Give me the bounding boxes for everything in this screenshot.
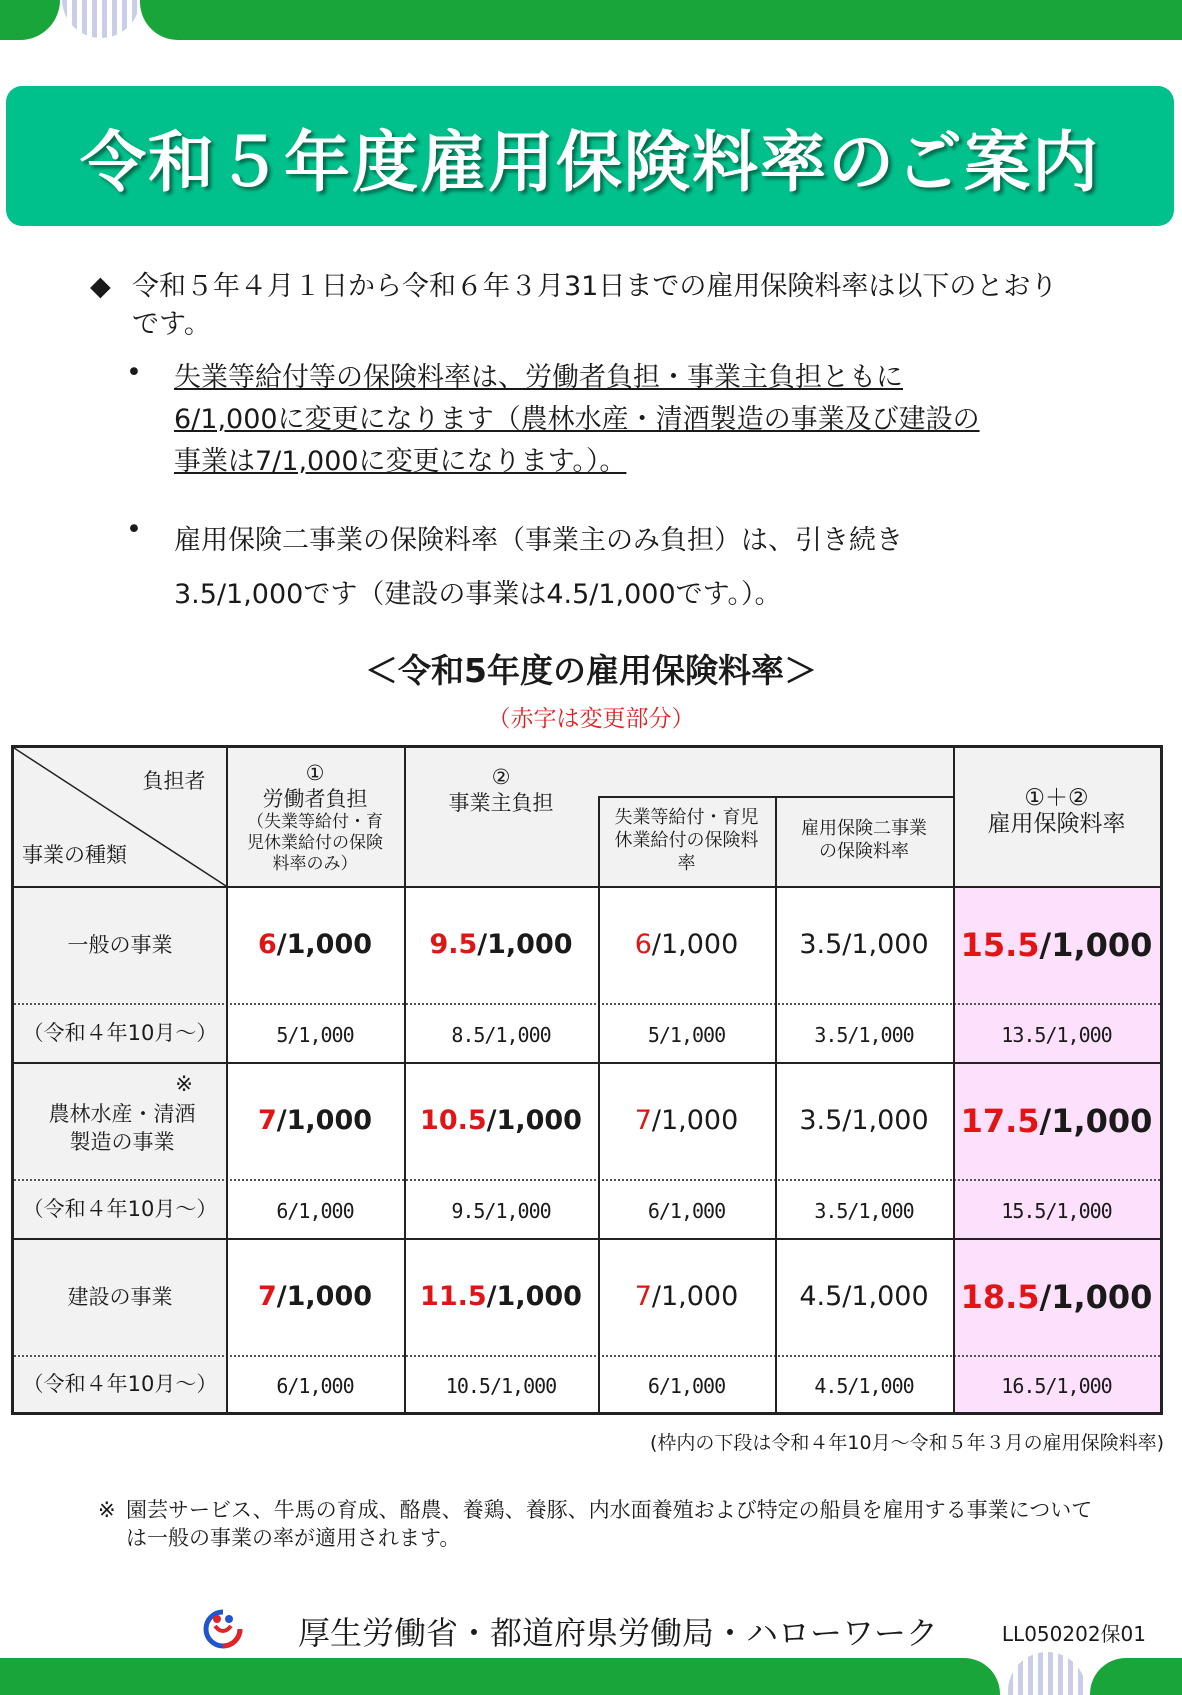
employer-two-projects-rate: 4.5/1,000 [799,1281,929,1312]
previous-worker-rate: 6/1,000 [276,1373,354,1398]
header-employer-num: ② [491,765,511,789]
employer-benefits-rate: 6 /1,000 [634,929,739,960]
previous-period-label: （令和４年10月～） [22,1020,218,1045]
header-payer: 負担者 [142,769,206,793]
footnote-mark: ※ [98,1498,116,1522]
intro-text: 令和５年４月１日から令和６年３月31日までの雇用保険料率は以下のとおりです。 [132,271,1058,340]
diamond-bullet-icon: ◆ [90,271,111,302]
previous-employer-rate: 10.5/1,000 [445,1373,557,1398]
previous-total-rate: 15.5/1,000 [1001,1198,1112,1223]
striped-circle-decor [1008,1652,1086,1695]
total-rate: 17.5 /1,000 [960,1101,1153,1140]
previous-employer-two-projects-rate: 3.5/1,000 [814,1198,914,1223]
previous-employer-two-projects-rate: 3.5/1,000 [814,1022,914,1047]
previous-worker-rate: 5/1,000 [276,1022,354,1047]
employer-two-projects-rate: 3.5/1,000 [799,1105,929,1136]
header-total-title: 雇用保険料率 [987,811,1126,837]
header-worker [226,760,404,880]
employer-two-projects-rate: 3.5/1,000 [799,929,929,960]
bullet-text: 失業等給付等の保険料率は、労働者負担・事業主負担ともに6/1,000に変更になります（農林水産・清酒製造の事業及び建設の事業は7/1,000に変更になります。）。 [174,362,980,477]
header-worker-title: 労働者負担 [262,787,368,811]
employer-benefits-rate: 7 /1,000 [634,1105,739,1136]
previous-employer-two-projects-rate: 4.5/1,000 [814,1373,914,1398]
worker-rate: 7 /1,000 [257,1105,373,1136]
previous-period-label: （令和４年10月～） [22,1371,218,1396]
footnote-mark: ※ [175,1072,193,1096]
header-employer-title: 事業主負担 [448,791,554,815]
previous-employer-benefits-rate: 6/1,000 [647,1373,726,1398]
header-total [953,776,1160,846]
previous-period-label: （令和４年10月～） [22,1196,218,1221]
footnote [98,1496,1098,1552]
row-label: 一般の事業 [67,932,173,957]
mhlw-logo-icon [200,1606,246,1652]
striped-circle-decor [62,0,140,38]
footnote-text: 園芸サービス、牛馬の育成、酪農、養鶏、養豚、内水面養殖および特定の船員を雇用する事業については一般の事業の率が適用されます。 [126,1498,1093,1550]
row-label: 農林水産・清酒製造の事業 [48,1102,196,1154]
table-note: (枠内の下段は令和４年10月～令和５年３月の雇用保険料率) [649,1432,1164,1454]
row-label: 建設の事業 [67,1284,173,1309]
header-employer-benefits: 失業等給付・育児休業給付の保険料率 [614,806,759,874]
employer-subheader-divider [598,796,953,798]
header-worker-num: ① [305,761,325,785]
total-rate: 18.5 /1,000 [960,1277,1153,1316]
footer [200,1604,1160,1654]
worker-rate: 6 /1,000 [257,929,373,960]
rate-table [11,745,1163,1415]
employer-rate: 11.5 /1,000 [420,1281,582,1312]
bottom-decor-bar [0,1658,1000,1695]
employer-benefits-rate: 7 /1,000 [634,1281,739,1312]
top-decor-bar [140,0,1182,40]
employer-rate: 10.5 /1,000 [420,1105,582,1136]
header-employer-two-projects: 雇用保険二事業の保険料率 [801,818,927,862]
bullet-item [126,357,986,483]
bullet-dot-icon: • [126,514,142,545]
bullet-dot-icon: • [126,357,142,388]
header-employer [404,762,598,818]
intro-paragraph [90,268,1080,344]
title-banner [6,86,1174,226]
bullet-item [126,514,986,622]
bullet-text: 雇用保険二事業の保険料率（事業主のみ負担）は、引き続き3.5/1,000です（建設の事業は4.5/1,000です。）。 [174,525,903,610]
previous-worker-rate: 6/1,000 [276,1198,354,1223]
worker-rate: 7 /1,000 [257,1281,373,1312]
header-business-type: 事業の種類 [22,843,127,867]
header-total-num: ①＋② [1024,785,1089,811]
previous-total-rate: 16.5/1,000 [1001,1373,1112,1398]
footer-organization: 厚生労働省・都道府県労働局・ハローワーク [298,1614,939,1652]
table-title: ＜令和5年度の雇用保険料率＞ [365,651,817,690]
header-worker-note: （失業等給付・育児休業給付の保険料率のみ） [247,812,383,874]
total-rate: 15.5 /1,000 [960,925,1153,964]
previous-total-rate: 13.5/1,000 [1001,1022,1112,1047]
previous-employer-rate: 9.5/1,000 [451,1198,551,1223]
previous-employer-benefits-rate: 6/1,000 [647,1198,726,1223]
employer-rate: 9.5 /1,000 [429,929,573,960]
page-title: 令和５年度雇用保険料率のご案内 [80,123,1100,201]
top-left-decor-bar [0,0,60,40]
previous-employer-rate: 8.5/1,000 [451,1022,551,1047]
bottom-right-decor-bar [1090,1658,1182,1695]
document-code: LL050202保01 [1001,1622,1146,1646]
previous-employer-benefits-rate: 5/1,000 [647,1022,726,1047]
table-subtitle: （赤字は変更部分） [487,706,695,732]
